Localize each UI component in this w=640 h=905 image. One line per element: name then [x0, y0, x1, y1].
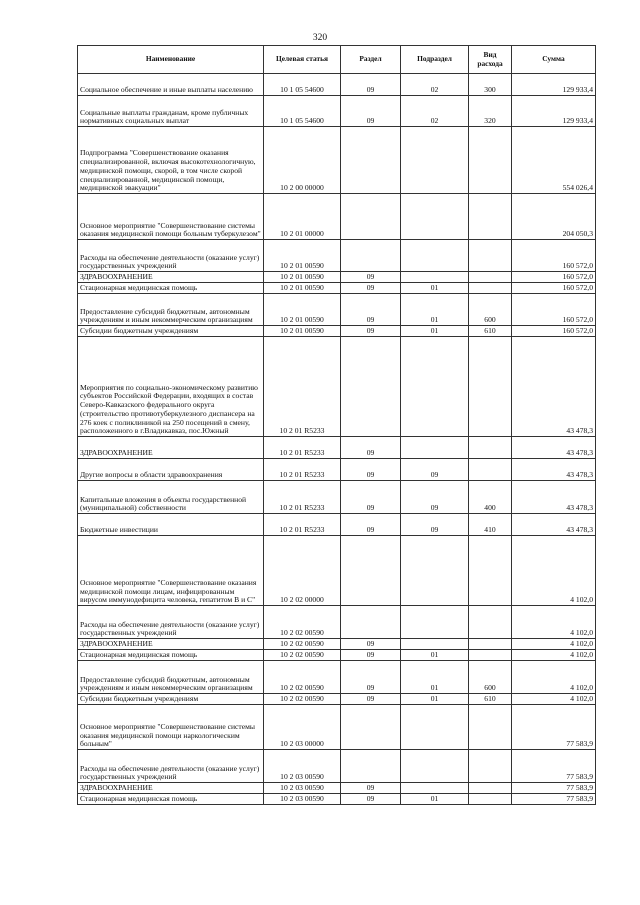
- cell-section: [341, 536, 401, 606]
- cell-type: [469, 606, 512, 639]
- cell-subsection: [401, 437, 469, 459]
- cell-type: [469, 283, 512, 294]
- cell-section: 09: [341, 481, 401, 514]
- cell-subsection: 01: [401, 661, 469, 694]
- cell-subsection: 01: [401, 326, 469, 337]
- table-row: [78, 783, 596, 794]
- cell-sum: 129 933,4: [512, 74, 596, 96]
- cell-section: 09: [341, 74, 401, 96]
- cell-sum: 43 478,3: [512, 437, 596, 459]
- page-number: 320: [312, 33, 328, 43]
- cell-subsection: 01: [401, 650, 469, 661]
- cell-type: 610: [469, 694, 512, 705]
- cell-type: [469, 272, 512, 283]
- cell-code: 10 2 03 00590: [264, 783, 341, 794]
- cell-sum: 43 478,3: [512, 514, 596, 536]
- table-row: [78, 694, 596, 705]
- cell-name: Капитальные вложения в объекты государственной (муниципальной) собственности: [78, 481, 264, 514]
- cell-type: [469, 794, 512, 805]
- table-row: [78, 96, 596, 127]
- table-row: [78, 294, 596, 326]
- cell-name: Другие вопросы в области здравоохранения: [78, 459, 264, 481]
- cell-code: 10 2 01 R5233: [264, 337, 341, 437]
- cell-type: 400: [469, 481, 512, 514]
- cell-section: 09: [341, 639, 401, 650]
- cell-sum: 160 572,0: [512, 272, 596, 283]
- table-row: [78, 794, 596, 805]
- cell-section: 09: [341, 650, 401, 661]
- cell-section: 09: [341, 661, 401, 694]
- cell-code: 10 2 02 00590: [264, 694, 341, 705]
- table-row: [78, 536, 596, 606]
- cell-sum: 160 572,0: [512, 240, 596, 272]
- cell-name: Стационарная медицинская помощь: [78, 650, 264, 661]
- cell-subsection: 09: [401, 459, 469, 481]
- cell-name: ЗДРАВООХРАНЕНИЕ: [78, 437, 264, 459]
- header-subsection: Подраздел: [401, 46, 469, 74]
- cell-type: [469, 127, 512, 194]
- cell-code: 10 2 03 00590: [264, 750, 341, 783]
- cell-section: 09: [341, 514, 401, 536]
- cell-code: 10 2 01 00590: [264, 272, 341, 283]
- cell-section: 09: [341, 694, 401, 705]
- cell-type: 320: [469, 96, 512, 127]
- cell-sum: 77 583,9: [512, 794, 596, 805]
- table-row: [78, 283, 596, 294]
- cell-code: 10 2 03 00000: [264, 705, 341, 750]
- cell-code: 10 2 01 00000: [264, 194, 341, 240]
- cell-subsection: 02: [401, 96, 469, 127]
- header-type: Вид расхода: [469, 46, 512, 74]
- cell-type: [469, 337, 512, 437]
- cell-name: Основное мероприятие "Совершенствование системы оказания медицинской помощи больным туберкулезом": [78, 194, 264, 240]
- cell-subsection: [401, 127, 469, 194]
- cell-code: 10 2 00 00000: [264, 127, 341, 194]
- cell-sum: 160 572,0: [512, 326, 596, 337]
- cell-type: [469, 705, 512, 750]
- cell-name: Стационарная медицинская помощь: [78, 794, 264, 805]
- cell-section: [341, 240, 401, 272]
- cell-code: 10 2 01 00590: [264, 240, 341, 272]
- cell-code: 10 2 02 00590: [264, 639, 341, 650]
- cell-code: 10 2 02 00590: [264, 606, 341, 639]
- cell-name: Расходы на обеспечение деятельности (оказание услуг) государственных учреждений: [78, 750, 264, 783]
- cell-code: 10 1 05 54600: [264, 74, 341, 96]
- cell-subsection: [401, 750, 469, 783]
- table-row: [78, 639, 596, 650]
- cell-subsection: [401, 240, 469, 272]
- cell-name: Бюджетные инвестиции: [78, 514, 264, 536]
- cell-type: [469, 639, 512, 650]
- cell-section: 09: [341, 294, 401, 326]
- cell-name: ЗДРАВООХРАНЕНИЕ: [78, 272, 264, 283]
- table-row: [78, 437, 596, 459]
- cell-code: 10 2 01 R5233: [264, 459, 341, 481]
- cell-name: Социальное обеспечение и иные выплаты населению: [78, 74, 264, 96]
- cell-sum: 77 583,9: [512, 750, 596, 783]
- cell-section: [341, 337, 401, 437]
- cell-type: [469, 459, 512, 481]
- cell-section: 09: [341, 783, 401, 794]
- cell-subsection: [401, 536, 469, 606]
- table-row: [78, 326, 596, 337]
- cell-sum: 4 102,0: [512, 694, 596, 705]
- table-row: [78, 240, 596, 272]
- cell-section: 09: [341, 326, 401, 337]
- cell-sum: 43 478,3: [512, 459, 596, 481]
- cell-code: 10 2 01 00590: [264, 283, 341, 294]
- cell-type: 600: [469, 294, 512, 326]
- table-row: [78, 74, 596, 96]
- table-row: [78, 272, 596, 283]
- cell-type: [469, 650, 512, 661]
- cell-name: Стационарная медицинская помощь: [78, 283, 264, 294]
- cell-section: [341, 194, 401, 240]
- cell-sum: 4 102,0: [512, 650, 596, 661]
- cell-name: Подпрограмма "Совершенствование оказания специализированной, включая высокотехнологичную, медицинской помощи, скорой, в том числе скорой специализированной, медицинской помощи, медицинской эвакуации": [78, 127, 264, 194]
- cell-subsection: 01: [401, 794, 469, 805]
- cell-sum: 43 478,3: [512, 337, 596, 437]
- cell-type: [469, 437, 512, 459]
- cell-sum: 4 102,0: [512, 606, 596, 639]
- cell-sum: 204 050,3: [512, 194, 596, 240]
- cell-subsection: [401, 639, 469, 650]
- cell-subsection: [401, 606, 469, 639]
- cell-name: ЗДРАВООХРАНЕНИЕ: [78, 783, 264, 794]
- cell-name: Субсидии бюджетным учреждениям: [78, 326, 264, 337]
- cell-code: 10 2 03 00590: [264, 794, 341, 805]
- table-row: [78, 481, 596, 514]
- cell-subsection: [401, 272, 469, 283]
- header-name: Наименование: [78, 46, 264, 74]
- cell-type: 600: [469, 661, 512, 694]
- cell-code: 10 2 02 00000: [264, 536, 341, 606]
- cell-section: 09: [341, 459, 401, 481]
- cell-subsection: 01: [401, 694, 469, 705]
- cell-type: [469, 783, 512, 794]
- cell-section: 09: [341, 272, 401, 283]
- cell-name: Мероприятия по социально-экономическому развитию субъектов Российской Федерации, входящих в состав Северо-Кавказского федерального округа (строительство противотуберкулезного диспансера на 276 коек с поликлиникой на 250 посещений в смену, расположенного в г.Владикавказ, пос.Южный: [78, 337, 264, 437]
- cell-type: 410: [469, 514, 512, 536]
- cell-section: 09: [341, 794, 401, 805]
- cell-subsection: 01: [401, 294, 469, 326]
- table-row: [78, 514, 596, 536]
- cell-section: 09: [341, 96, 401, 127]
- table-row: [78, 459, 596, 481]
- table-row: [78, 705, 596, 750]
- cell-subsection: 02: [401, 74, 469, 96]
- cell-sum: 43 478,3: [512, 481, 596, 514]
- cell-code: 10 2 02 00590: [264, 650, 341, 661]
- cell-sum: 554 026,4: [512, 127, 596, 194]
- cell-name: Основное мероприятие "Совершенствование оказания медицинской помощи лицам, инфицированным вирусом иммунодефицита человека, гепатитом В и С": [78, 536, 264, 606]
- cell-section: [341, 750, 401, 783]
- cell-sum: 4 102,0: [512, 536, 596, 606]
- cell-code: 10 2 02 00590: [264, 661, 341, 694]
- cell-code: 10 1 05 54600: [264, 96, 341, 127]
- table-row: [78, 127, 596, 194]
- cell-section: [341, 705, 401, 750]
- cell-code: 10 2 01 R5233: [264, 514, 341, 536]
- cell-sum: 77 583,9: [512, 705, 596, 750]
- cell-name: Предоставление субсидий бюджетным, автономным учреждениям и иным некоммерческим организациям: [78, 294, 264, 326]
- cell-subsection: [401, 337, 469, 437]
- cell-sum: 4 102,0: [512, 639, 596, 650]
- cell-code: 10 2 01 R5233: [264, 481, 341, 514]
- cell-sum: 160 572,0: [512, 283, 596, 294]
- cell-code: 10 2 01 00590: [264, 326, 341, 337]
- table-row: [78, 750, 596, 783]
- cell-name: Социальные выплаты гражданам, кроме публичных нормативных социальных выплат: [78, 96, 264, 127]
- cell-subsection: [401, 194, 469, 240]
- cell-name: Расходы на обеспечение деятельности (оказание услуг) государственных учреждений: [78, 606, 264, 639]
- cell-section: 09: [341, 283, 401, 294]
- cell-subsection: 09: [401, 514, 469, 536]
- cell-sum: 4 102,0: [512, 661, 596, 694]
- cell-name: Расходы на обеспечение деятельности (оказание услуг) государственных учреждений: [78, 240, 264, 272]
- cell-sum: 160 572,0: [512, 294, 596, 326]
- cell-name: Предоставление субсидий бюджетным, автономным учреждениям и иным некоммерческим организациям: [78, 661, 264, 694]
- cell-type: [469, 194, 512, 240]
- cell-section: [341, 606, 401, 639]
- table-row: [78, 606, 596, 639]
- table-row: [78, 661, 596, 694]
- cell-name: Субсидии бюджетным учреждениям: [78, 694, 264, 705]
- cell-type: [469, 240, 512, 272]
- cell-name: Основное мероприятие "Совершенствование системы оказания медицинской помощи наркологическим больным": [78, 705, 264, 750]
- table-row: [78, 194, 596, 240]
- cell-subsection: [401, 783, 469, 794]
- cell-section: [341, 127, 401, 194]
- cell-sum: 77 583,9: [512, 783, 596, 794]
- cell-subsection: [401, 705, 469, 750]
- header-code: Целевая статья: [264, 46, 341, 74]
- table-row: [78, 337, 596, 437]
- cell-type: 300: [469, 74, 512, 96]
- cell-code: 10 2 01 R5233: [264, 437, 341, 459]
- cell-sum: 129 933,4: [512, 96, 596, 127]
- table-row: [78, 650, 596, 661]
- header-section: Раздел: [341, 46, 401, 74]
- cell-code: 10 2 01 00590: [264, 294, 341, 326]
- table-header-row: [78, 46, 596, 74]
- cell-type: [469, 750, 512, 783]
- cell-type: 610: [469, 326, 512, 337]
- cell-name: ЗДРАВООХРАНЕНИЕ: [78, 639, 264, 650]
- cell-section: 09: [341, 437, 401, 459]
- cell-type: [469, 536, 512, 606]
- header-sum: Сумма: [512, 46, 596, 74]
- cell-subsection: 01: [401, 283, 469, 294]
- budget-table: [77, 45, 596, 805]
- cell-subsection: 09: [401, 481, 469, 514]
